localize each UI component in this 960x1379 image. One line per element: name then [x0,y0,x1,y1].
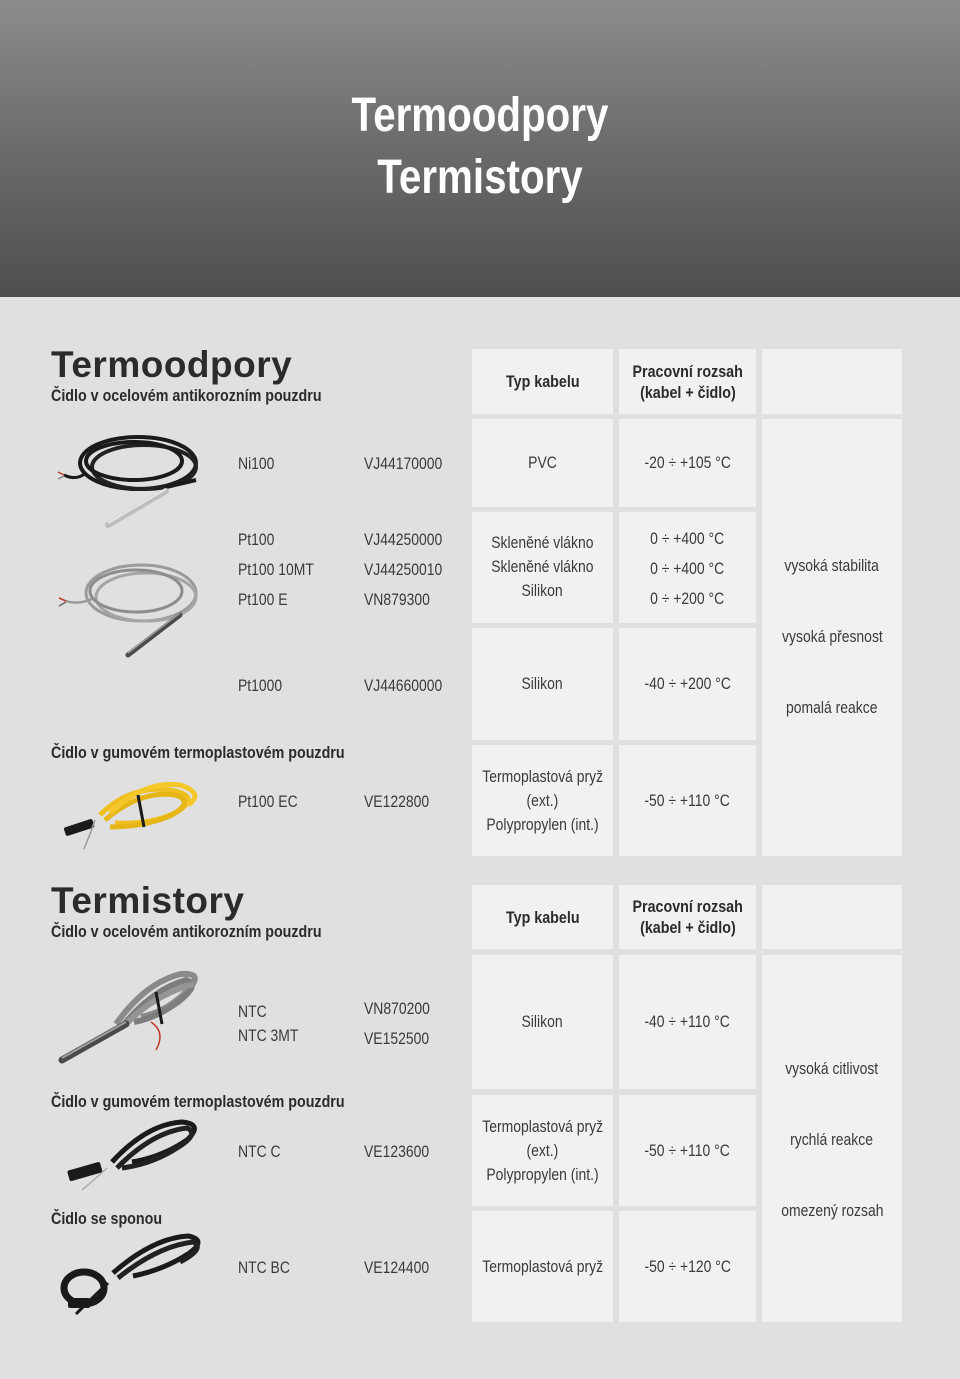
property-text: omezený rozsah [780,1201,884,1220]
subtitle-rubber-termistory: Čidlo v gumovém termoplastovém pouzdru [51,1092,345,1111]
header-title-line1: Termoodpory [351,89,609,142]
product-code: VJ44250010 [364,560,443,579]
black-rubber-cable-sensor-image [62,1112,207,1194]
product-name: Ni100 [238,454,275,473]
range-value: -40 ÷ +200 °C [644,674,731,693]
subtitle-rubber-termoodpory: Čidlo v gumovém termoplastovém pouzdru [51,743,345,762]
subtitle-clip-termistory: Čidlo se sponou [51,1209,163,1228]
product-code: VJ44660000 [364,676,443,695]
yellow-cable-sensor-image [60,765,210,855]
silver-cable-sensor-image [56,555,206,660]
clip-cable-sensor-image [58,1228,208,1320]
col-header-properties [762,349,902,414]
range-value: 0 ÷ +400 °C 0 ÷ +400 °C 0 ÷ +200 °C [650,529,725,608]
range-value: -50 ÷ +120 °C [644,1256,731,1276]
property-text: vysoká citlivost [785,1059,879,1078]
col-header-properties [762,885,902,949]
property-text: rychlá reakce [790,1130,874,1149]
cable-type-value: Termoplastová pryž [482,1256,603,1276]
header-title-line2: Termistory [377,151,583,204]
col-header-cable-type: Typ kabelu [472,885,613,949]
product-code: VN879300 [364,590,430,609]
black-cable-sensor-image [56,425,206,530]
col-header-working-range: Pracovní rozsah (kabel + čidlo) [619,885,756,949]
product-name: NTC BC [238,1258,290,1277]
product-name: Pt100 [238,530,275,549]
cable-type-value: PVC [528,453,557,472]
product-code: VE152500 [364,1029,430,1048]
page-header-banner [0,0,960,297]
section-title-termoodpory: Termoodpory [51,344,293,385]
product-name: Pt1000 [238,676,283,695]
product-code: VE122800 [364,792,430,811]
col-header-cable-type: Typ kabelu [472,349,613,414]
range-value: -50 ÷ +110 °C [644,790,731,810]
subtitle-steel-termoodpory: Čidlo v ocelovém antikorozním pouzdru [51,386,322,405]
range-value: -50 ÷ +110 °C [644,1140,731,1160]
cable-type-value: Termoplastová pryž (ext.) Polypropylen (int.) [482,766,603,834]
property-text: vysoká stabilita [784,556,880,575]
property-text: vysoká přesnost [781,627,883,646]
section-title-termistory: Termistory [51,880,245,921]
product-code: VE123600 [364,1142,430,1161]
product-code: VJ44170000 [364,454,443,473]
range-value: -40 ÷ +110 °C [644,1012,731,1031]
product-name: NTC [238,1002,267,1021]
gray-cable-sensor-image [56,962,206,1068]
cable-type-value: Silikon [521,674,564,693]
cable-type-value: Silikon [521,1012,564,1031]
product-code: VE124400 [364,1258,430,1277]
product-name: NTC 3MT [238,1026,299,1045]
col-header-working-range: Pracovní rozsah (kabel + čidlo) [619,349,756,414]
product-code: VJ44250000 [364,530,443,549]
product-code: VN870200 [364,999,430,1018]
cable-type-value: Termoplastová pryž (ext.) Polypropylen (int.) [482,1116,603,1184]
range-value: -20 ÷ +105 °C [644,453,731,472]
product-name: NTC C [238,1142,281,1161]
property-text: pomalá reakce [786,698,878,717]
product-name: Pt100 E [238,590,288,609]
cable-type-value: Skleněné vlákno Skleněné vlákno Silikon [491,533,594,600]
subtitle-steel-termistory: Čidlo v ocelovém antikorozním pouzdru [51,922,322,941]
product-name: Pt100 10MT [238,560,314,579]
product-name: Pt100 EC [238,792,298,811]
